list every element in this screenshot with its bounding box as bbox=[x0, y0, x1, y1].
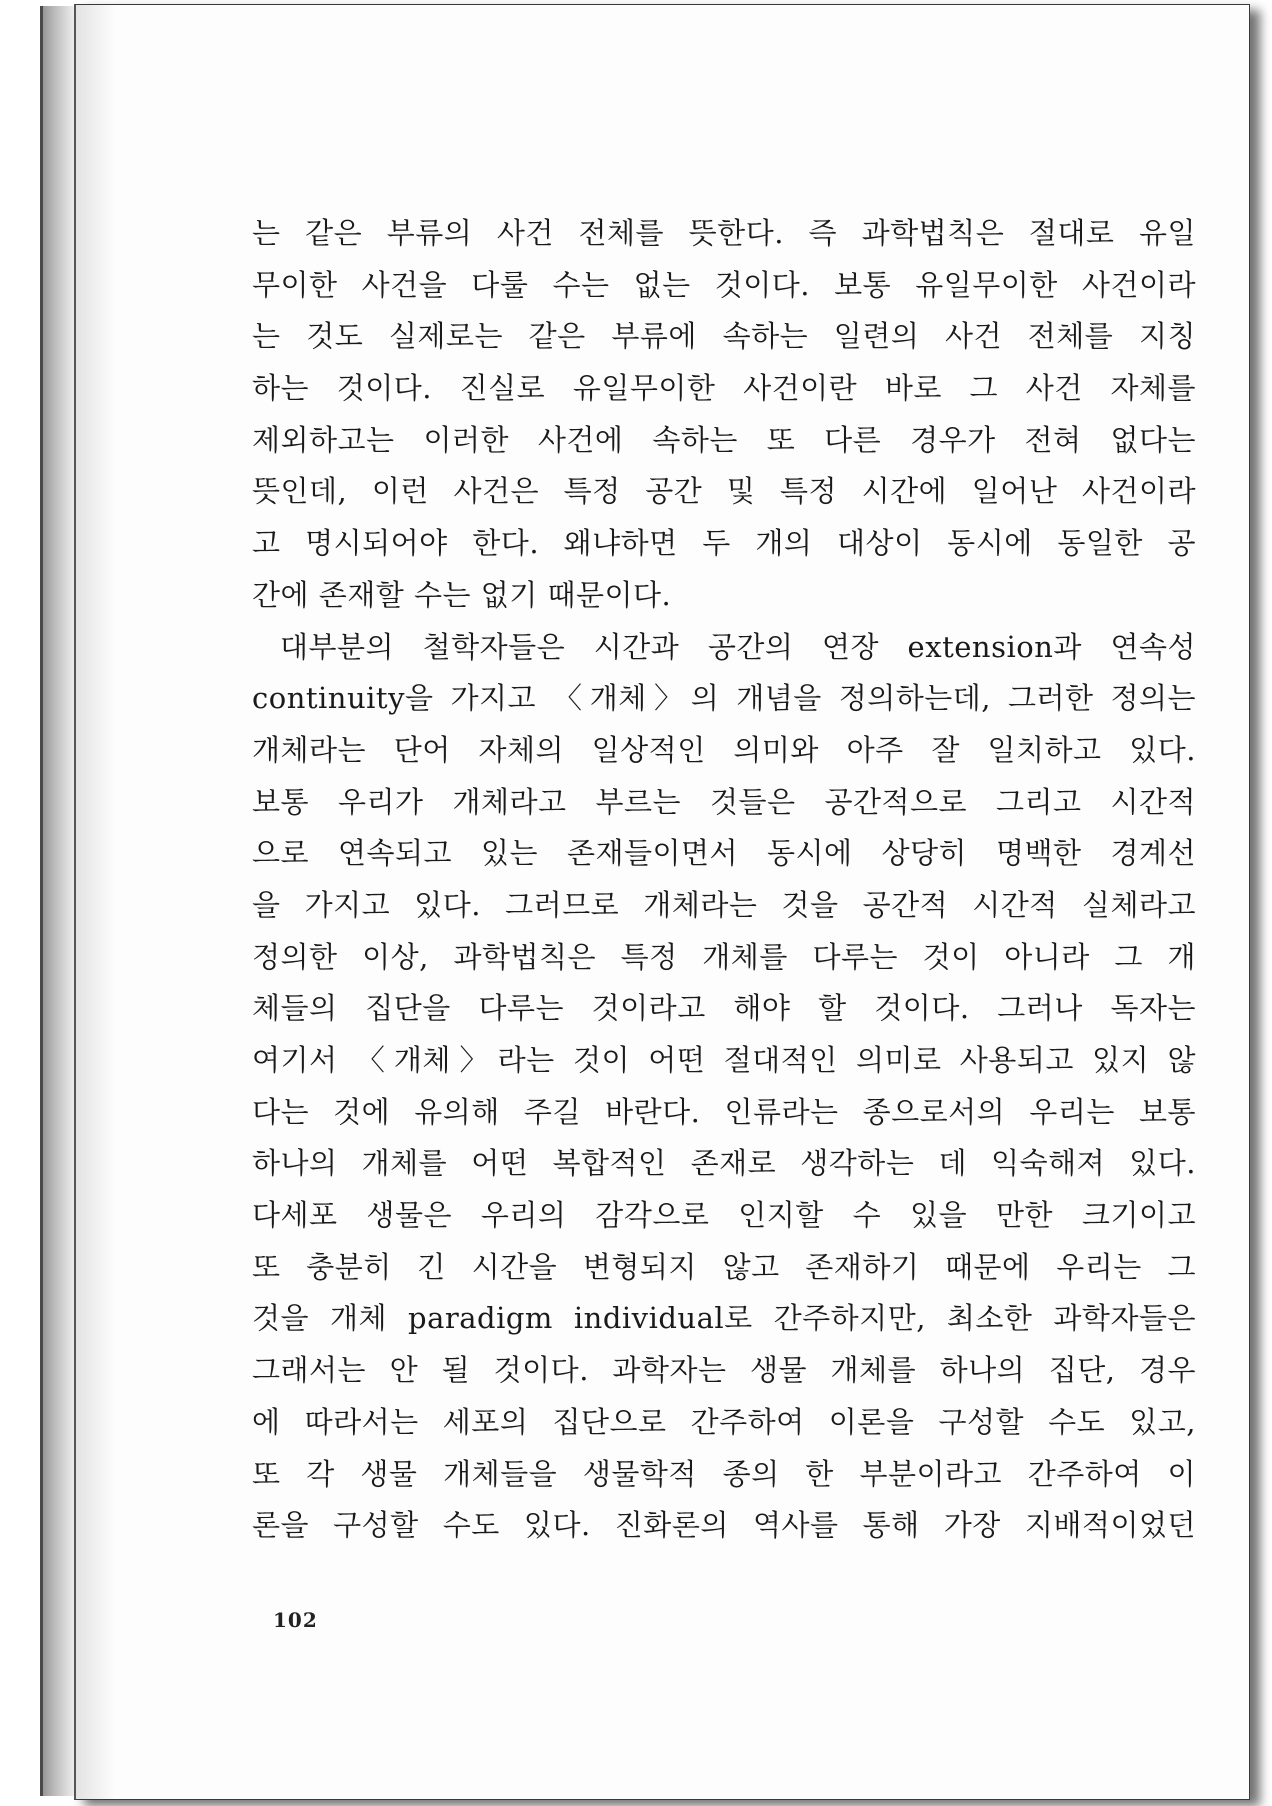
text-line: continuity을 가지고 〈개체〉의 개념을 정의하는데, 그러한 정의는 bbox=[252, 681, 1196, 716]
book-spine-edge bbox=[40, 6, 75, 1796]
text-line: 하는 것이다. 진실로 유일무이한 사건이란 바로 그 사건 자체를 bbox=[252, 371, 1196, 406]
book-page bbox=[74, 4, 1250, 1800]
text-line: 그래서는 안 될 것이다. 과학자는 생물 개체를 하나의 집단, 경우 bbox=[252, 1353, 1196, 1388]
text-line: 으로 연속되고 있는 존재들이면서 동시에 상당히 명백한 경계선 bbox=[252, 836, 1196, 871]
text-line: 제외하고는 이러한 사건에 속하는 또 다른 경우가 전혀 없다는 bbox=[252, 422, 1196, 457]
text-line: 다세포 생물은 우리의 감각으로 인지할 수 있을 만한 크기이고 bbox=[252, 1198, 1196, 1233]
text-line: 하나의 개체를 어떤 복합적인 존재로 생각하는 데 익숙해져 있다. bbox=[252, 1146, 1196, 1181]
text-line: 무이한 사건을 다룰 수는 없는 것이다. 보통 유일무이한 사건이라 bbox=[252, 267, 1196, 302]
text-line: 여기서 〈개체〉라는 것이 어떤 절대적인 의미로 사용되고 있지 않 bbox=[252, 1043, 1196, 1077]
text-line: 또 충분히 긴 시간을 변형되지 않고 존재하기 때문에 우리는 그 bbox=[252, 1249, 1196, 1284]
text-line: 론을 구성할 수도 있다. 진화론의 역사를 통해 가장 지배적이었던 bbox=[252, 1508, 1196, 1543]
text-line: 또 각 생물 개체들을 생물학적 종의 한 부분이라고 간주하여 이 bbox=[252, 1456, 1196, 1491]
text-line: 을 가지고 있다. 그러므로 개체라는 것을 공간적 시간적 실체라고 bbox=[252, 887, 1196, 922]
text-line: 것을 개체 paradigm individual로 간주하지만, 최소한 과학자들은 bbox=[252, 1301, 1196, 1336]
text-line: 체들의 집단을 다루는 것이라고 해야 할 것이다. 그러나 독자는 bbox=[252, 991, 1196, 1026]
text-line: 는 것도 실제로는 같은 부류에 속하는 일련의 사건 전체를 지칭 bbox=[252, 319, 1196, 354]
text-line: 간에 존재할 수는 없기 때문이다. bbox=[252, 577, 672, 612]
body-text bbox=[252, 208, 1196, 1552]
text-line: 고 명시되어야 한다. 왜냐하면 두 개의 대상이 동시에 동일한 공 bbox=[252, 526, 1196, 561]
text-line: 보통 우리가 개체라고 부르는 것들은 공간적으로 그리고 시간적 bbox=[252, 784, 1196, 819]
text-line: 뜻인데, 이런 사건은 특정 공간 및 특정 시간에 일어난 사건이라 bbox=[252, 474, 1196, 509]
page-number: 102 bbox=[273, 1608, 318, 1632]
text-line: 개체라는 단어 자체의 일상적인 의미와 아주 잘 일치하고 있다. bbox=[252, 732, 1196, 767]
paragraph-first-line: 대부분의 철학자들은 시간과 공간의 연장 extension과 연속성 bbox=[280, 629, 1196, 664]
text-line: 정의한 이상, 과학법칙은 특정 개체를 다루는 것이 아니라 그 개 bbox=[252, 939, 1196, 974]
text-line: 다는 것에 유의해 주길 바란다. 인류라는 종으로서의 우리는 보통 bbox=[252, 1094, 1196, 1129]
text-line: 에 따라서는 세포의 집단으로 간주하여 이론을 구성할 수도 있고, bbox=[252, 1404, 1196, 1439]
text-line: 는 같은 부류의 사건 전체를 뜻한다. 즉 과학법칙은 절대로 유일 bbox=[252, 216, 1196, 250]
